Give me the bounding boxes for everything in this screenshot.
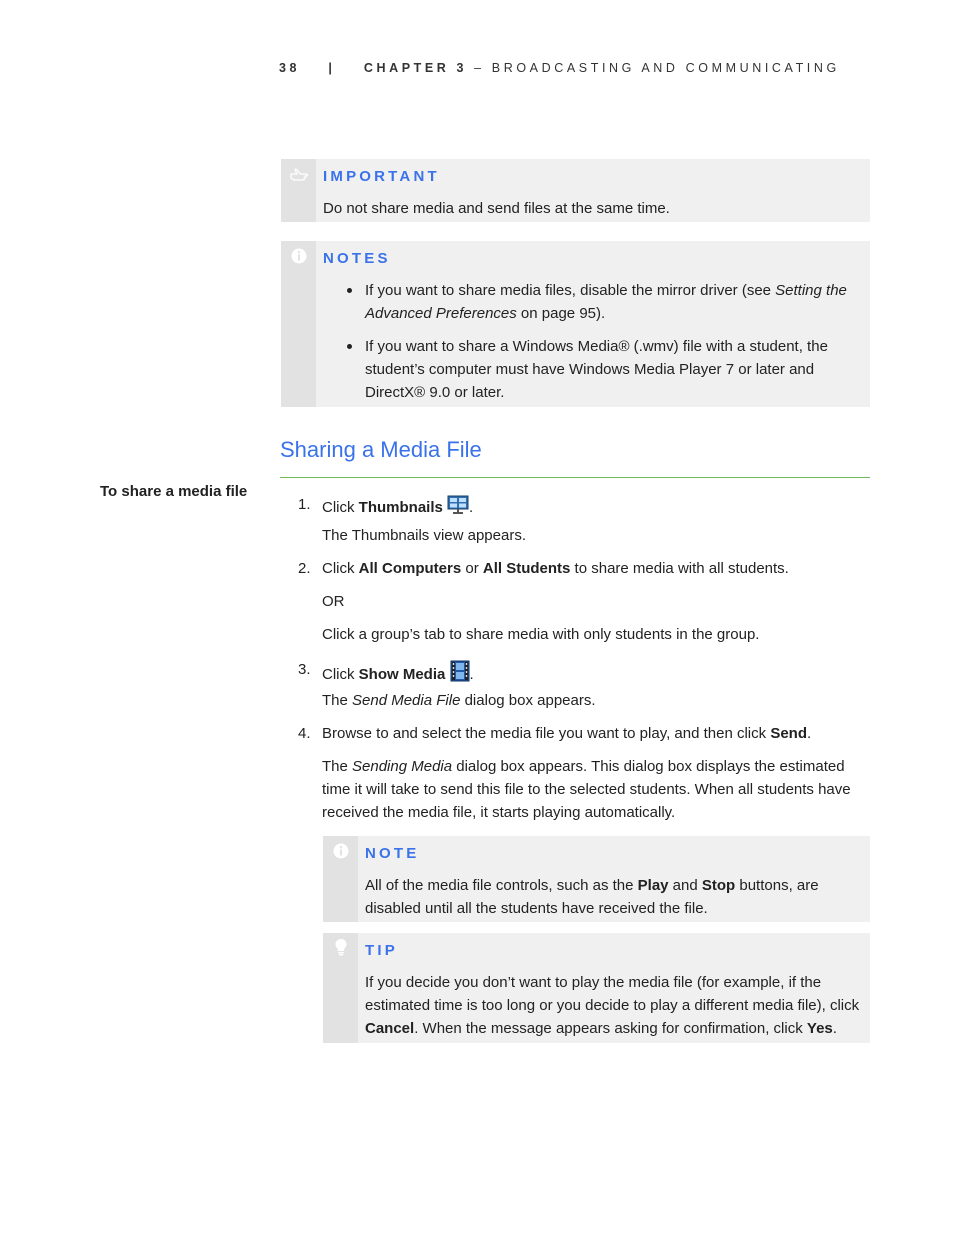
step-4-result-post: dialog box appears. This dialog box displays the estimated time it will take to send this file to the selected students. When all students have received the media file, it starts playing automatically. xyxy=(322,758,851,821)
step-1-result: The Thumbnails view appears. xyxy=(322,527,526,544)
list-item xyxy=(323,279,860,325)
step-4-post: . xyxy=(807,725,812,742)
step-1-text xyxy=(322,495,867,519)
notes-box xyxy=(281,241,870,407)
important-text: Do not share media and send files at the same time. xyxy=(323,200,670,217)
step-number: 4. xyxy=(298,725,311,742)
step-3-result-post: dialog box appears. xyxy=(460,692,596,709)
thumbnails-label: Thumbnails xyxy=(358,499,443,516)
note-pre: All of the media file controls, such as the xyxy=(365,877,638,894)
step-2-alt: Click a group’s tab to share media with only students in the group. xyxy=(322,626,760,643)
step-3-result-pre: The xyxy=(322,692,353,709)
notes-gutter xyxy=(281,241,316,407)
note-text xyxy=(365,874,860,920)
cross-reference-link: Setting the Advanced Preferences xyxy=(365,282,847,322)
tip-post: . xyxy=(832,1020,837,1037)
important-title: IMPORTANT xyxy=(323,168,440,185)
note-box xyxy=(323,836,870,922)
step-4-text xyxy=(322,722,867,745)
chapter-title: – BROADCASTING AND COMMUNICATING xyxy=(474,61,840,75)
film-strip-icon xyxy=(450,660,470,682)
note-post: buttons, are disabled until all the students have received the file. xyxy=(365,877,819,917)
bullet xyxy=(347,288,352,293)
step-number: 2. xyxy=(298,560,311,577)
step-3-result xyxy=(322,689,867,712)
notes-list xyxy=(323,279,860,414)
yes-label: Yes xyxy=(806,1020,833,1037)
pointing-hand-icon xyxy=(289,165,309,185)
note-title: NOTE xyxy=(365,845,420,862)
tip-text xyxy=(365,971,860,1040)
step-3-text xyxy=(322,660,867,686)
step-2-text xyxy=(322,557,867,580)
show-media-label: Show Media xyxy=(358,666,446,683)
dialog-name: Sending Media xyxy=(352,758,453,775)
notes-item1-post: on page 95). xyxy=(516,305,606,322)
tip-gutter xyxy=(323,933,358,1043)
important-box xyxy=(281,159,870,222)
thumbnails-monitor-icon xyxy=(447,495,469,515)
step-1-post: . xyxy=(469,499,474,516)
tip-box xyxy=(323,933,870,1043)
play-label: Play xyxy=(637,877,669,894)
step-2-mid: or xyxy=(461,560,483,577)
send-label: Send xyxy=(770,725,807,742)
step-4-result-pre: The xyxy=(322,758,353,775)
note-gutter xyxy=(323,836,358,922)
step-3-pre: Click xyxy=(322,666,359,683)
all-computers-label: All Computers xyxy=(358,560,462,577)
lightbulb-icon xyxy=(331,937,351,957)
info-icon xyxy=(289,246,309,266)
list-item xyxy=(323,335,860,404)
tip-mid: . When the message appears asking for confirmation, click xyxy=(414,1020,807,1037)
bullet xyxy=(347,344,352,349)
cancel-label: Cancel xyxy=(365,1020,415,1037)
section-title: Sharing a Media File xyxy=(280,437,482,462)
important-gutter xyxy=(281,159,316,222)
notes-item1-text: If you want to share media files, disable the mirror driver (see xyxy=(365,282,776,299)
step-3-post: . xyxy=(469,666,474,683)
step-2-or: OR xyxy=(322,593,345,610)
header-separator: | xyxy=(328,61,336,75)
step-number: 3. xyxy=(298,661,311,678)
step-number: 1. xyxy=(298,496,311,513)
page-header xyxy=(279,57,840,80)
step-4-pre: Browse to and select the media file you want to play, and then click xyxy=(322,725,771,742)
step-2-post: to share media with all students. xyxy=(570,560,789,577)
step-4-result xyxy=(322,755,867,824)
info-icon xyxy=(331,841,351,861)
stop-label: Stop xyxy=(701,877,736,894)
procedure-label: To share a media file xyxy=(100,483,248,500)
tip-pre: If you decide you don’t want to play the media file (for example, if the estimated time is too long or you decide to play a different media file), click xyxy=(365,974,860,1014)
page-number: 38 xyxy=(279,61,301,75)
all-students-label: All Students xyxy=(482,560,571,577)
note-mid: and xyxy=(668,877,702,894)
chapter-label: CHAPTER 3 xyxy=(363,61,468,75)
notes-title: NOTES xyxy=(323,250,391,267)
section-rule xyxy=(280,477,870,478)
dialog-name: Send Media File xyxy=(352,692,461,709)
step-1-pre: Click xyxy=(322,499,359,516)
step-2-pre: Click xyxy=(322,560,359,577)
notes-item2-text: If you want to share a Windows Media® (.wmv) file with a student, the student’s computer must have Windows Media Player 7 or later and DirectX® 9.0 or later. xyxy=(365,338,828,401)
tip-title: TIP xyxy=(365,942,398,959)
